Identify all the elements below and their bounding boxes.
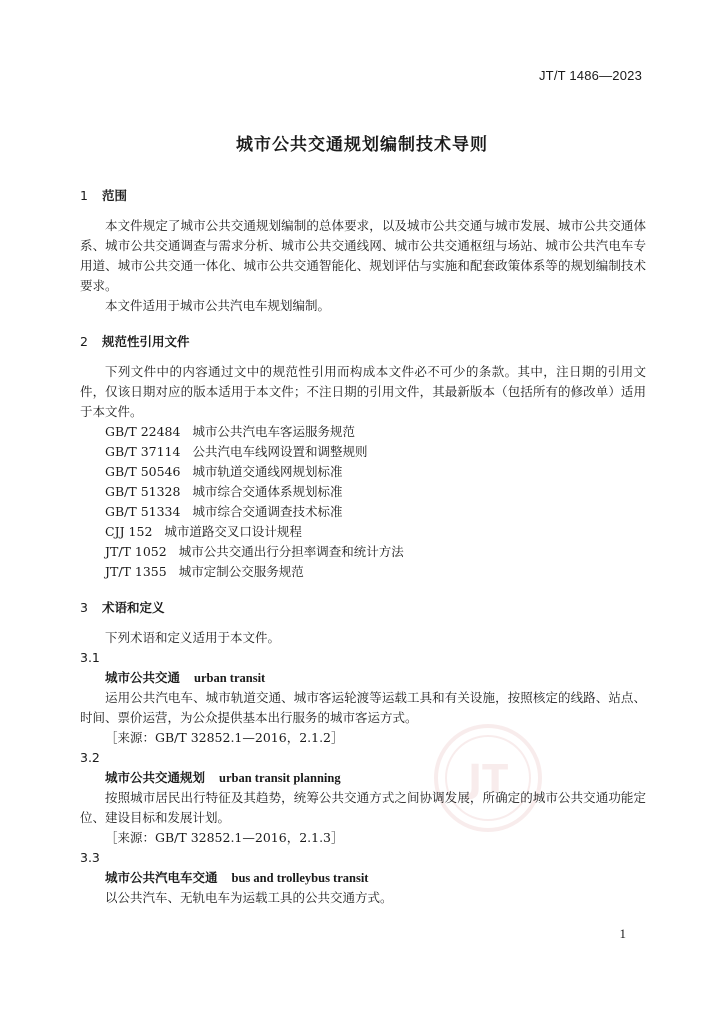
reference-item: [80, 482, 646, 502]
term-chinese: 城市公共汽电车交通: [105, 870, 218, 885]
section-title: 范围: [102, 188, 128, 203]
reference-title: 城市公共汽电车客运服务规范: [192, 424, 355, 439]
section-heading-terms: [80, 598, 646, 618]
term-number: 3.3: [80, 850, 100, 865]
reference-code: JT/T 1052: [105, 544, 167, 559]
reference-item: [80, 542, 646, 562]
reference-title: 城市轨道交通线网规划标准: [192, 464, 343, 479]
reference-list: [80, 422, 646, 582]
term-definition: 运用公共汽电车、城市轨道交通、城市客运轮渡等运载工具和有关设施，按照核定的线路、站点、时间、票价运营，为公众提供基本出行服务的城市客运方式。: [80, 690, 646, 725]
reference-item: [80, 442, 646, 462]
svg-text:JT: JT: [467, 757, 509, 801]
term-chinese: 城市公共交通规划: [105, 770, 206, 785]
term-name: [80, 668, 646, 688]
document-body: [80, 186, 646, 908]
reference-title: 城市道路交叉口设计规程: [164, 524, 302, 539]
reference-title: 城市综合交通调查技术标准: [192, 504, 343, 519]
term-definition: 以公共汽车、无轨电车为运载工具的公共交通方式。: [105, 890, 393, 905]
section-title: 术语和定义: [102, 600, 165, 615]
reference-item: [80, 562, 646, 582]
reference-item: [80, 522, 646, 542]
reference-code: GB/T 50546: [105, 464, 181, 479]
page-number: 1: [619, 926, 626, 941]
section-number: 3: [80, 600, 88, 615]
term-definition: 按照城市居民出行特征及其趋势，统筹公共交通方式之间协调发展，所确定的城市公共交通功能定位、建设目标和发展计划。: [80, 790, 646, 825]
reference-title: 城市定制公交服务规范: [178, 564, 304, 579]
section-number: 2: [80, 334, 88, 349]
term-name: [80, 868, 646, 888]
reference-title: 城市公共交通出行分担率调查和统计方法: [178, 544, 404, 559]
reference-code: GB/T 51334: [105, 504, 181, 519]
reference-item: [80, 422, 646, 442]
normative-intro: 下列文件中的内容通过文中的规范性引用而构成本文件必不可少的条款。其中，注日期的引用文件，仅该日期对应的版本适用于本文件；不注日期的引用文件，其最新版本（包括所有的修改单）适用于本文件。: [80, 364, 646, 419]
term-chinese: 城市公共交通: [105, 670, 181, 685]
reference-code: GB/T 51328: [105, 484, 181, 499]
term-english: urban transit planning: [219, 771, 341, 785]
standard-code: JT/T 1486—2023: [538, 68, 642, 83]
reference-code: CJJ 152: [105, 524, 153, 539]
term-source: ［来源：GB/T 32852.1—2016，2.1.2］: [105, 730, 344, 745]
reference-title: 公共汽电车线网设置和调整规则: [192, 444, 368, 459]
reference-code: GB/T 37114: [105, 444, 181, 459]
term-english: bus and trolleybus transit: [231, 871, 369, 885]
term-name: [80, 768, 646, 788]
section-heading-scope: [80, 186, 646, 206]
term-number: 3.1: [80, 650, 100, 665]
section-heading-normative-references: [80, 332, 646, 352]
section-title: 规范性引用文件: [102, 334, 190, 349]
term-number: 3.2: [80, 750, 100, 765]
reference-item: [80, 502, 646, 522]
reference-title: 城市综合交通体系规划标准: [192, 484, 343, 499]
reference-code: GB/T 22484: [105, 424, 181, 439]
term-english: urban transit: [194, 671, 266, 685]
scope-paragraph: 本文件适用于城市公共汽电车规划编制。: [105, 298, 331, 313]
section-number: 1: [80, 188, 88, 203]
document-title: 城市公共交通规划编制技术导则: [236, 135, 488, 155]
terms-intro: 下列术语和定义适用于本文件。: [105, 630, 281, 645]
reference-code: JT/T 1355: [105, 564, 167, 579]
reference-item: [80, 462, 646, 482]
scope-paragraph: 本文件规定了城市公共交通规划编制的总体要求，以及城市公共交通与城市发展、城市公共交通体系、城市公共交通调查与需求分析、城市公共交通线网、城市公共交通枢纽与场站、城市公共汽电车专用道、城市公共交通一体化、城市公共交通智能化、规划评估与实施和配套政策体系等的规划编制技术要求。: [80, 218, 646, 293]
term-source: ［来源：GB/T 32852.1—2016，2.1.3］: [105, 830, 344, 845]
